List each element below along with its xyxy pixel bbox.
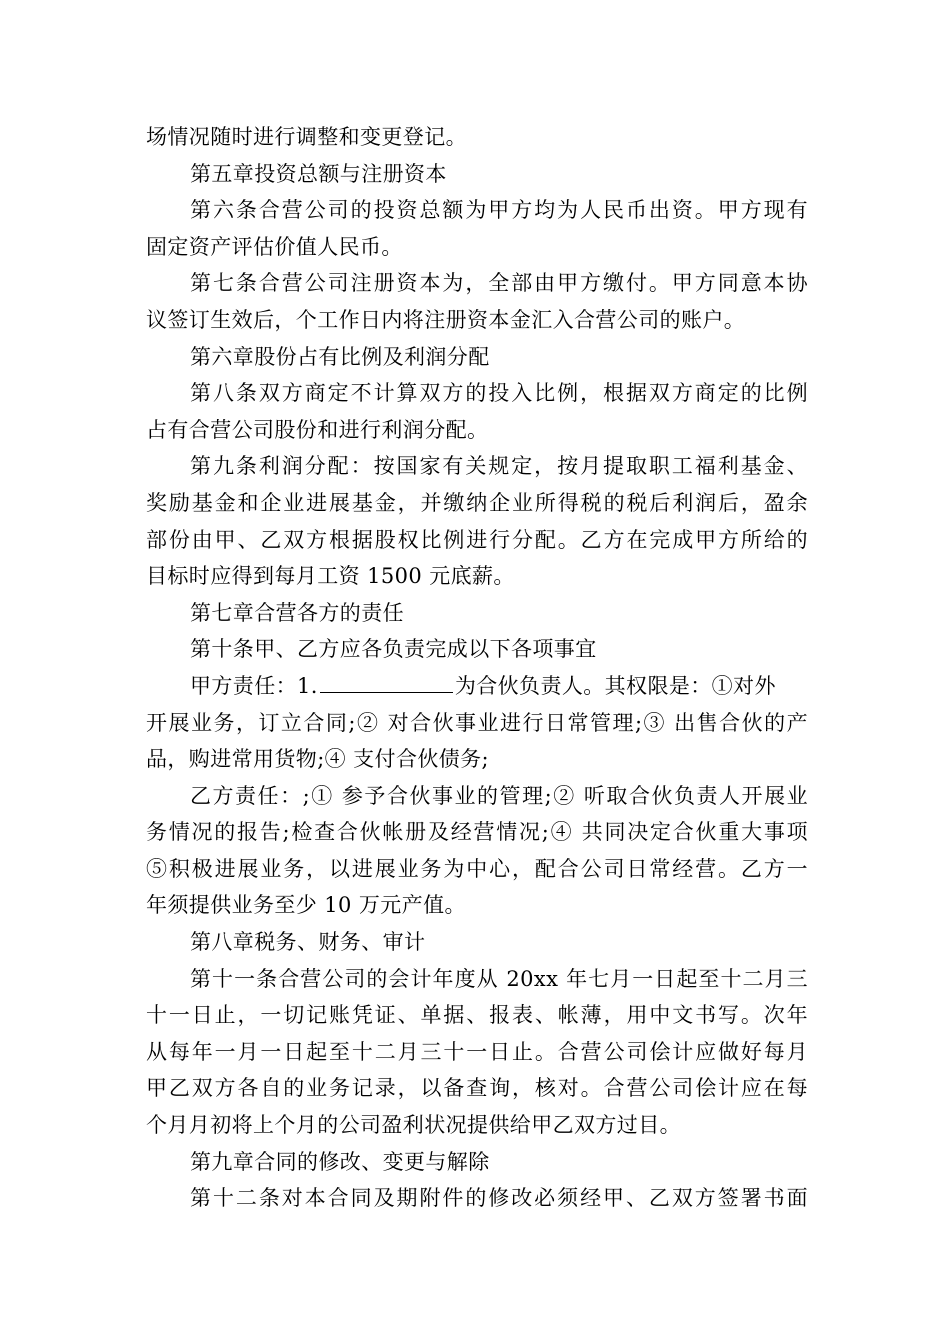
paragraph-line: 甲乙双方各自的业务记录，以备查询，核对。合营公司侩计应在每 <box>146 1076 808 1101</box>
paragraph-line: 第九条利润分配：按国家有关规定，按月提取职工福利基金、 <box>190 454 808 479</box>
paragraph-line: 第十条甲、乙方应各负责完成以下各项事宜 <box>190 637 597 662</box>
paragraph-line: 占有合营公司股份和进行利润分配。 <box>146 417 489 442</box>
party-a-responsibility-line <box>146 668 808 705</box>
paragraph-line: 年须提供业务至少 10 万元产值。 <box>146 893 466 918</box>
paragraph-line: 个月月初将上个月的公司盈利状况提供给甲乙双方过目。 <box>146 1113 681 1138</box>
paragraph-line: 议签订生效后，个工作日内将注册资本金汇入合营公司的账户。 <box>146 307 746 332</box>
party-a-authority-text: 为合伙负责人。其权限是：①对外 <box>454 673 776 698</box>
paragraph-line: 目标时应得到每月工资 1500 元底薪。 <box>146 564 515 589</box>
paragraph-line: 品，购进常用货物;④ 支付合伙债务; <box>146 747 490 772</box>
paragraph-line: 固定资产评估价值人民币。 <box>146 234 403 259</box>
paragraph-line: 第十二条对本合同及期附件的修改必须经甲、乙双方签署书面 <box>190 1186 808 1211</box>
paragraph-line: 第八条双方商定不计算双方的投入比例，根据双方商定的比例 <box>190 381 808 406</box>
document-body <box>146 119 808 1217</box>
chapter-heading: 第六章股份占有比例及利润分配 <box>190 344 490 369</box>
paragraph-line: 第十一条合营公司的会计年度从 20xx 年七月一日起至十二月三 <box>190 966 808 991</box>
paragraph-line: 十一日止，一切记账凭证、单据、报表、帐薄，用中文书写。次年 <box>146 1003 808 1028</box>
chapter-heading: 第五章投资总额与注册资本 <box>190 161 447 186</box>
paragraph-line: 开展业务，订立合同;② 对合伙事业进行日常管理;③ 出售合伙的产 <box>146 710 808 735</box>
paragraph-line: 第六条合营公司的投资总额为甲方均为人民币出资。甲方现有 <box>190 198 808 223</box>
chapter-heading: 第八章税务、财务、审计 <box>190 930 426 955</box>
paragraph-line: 乙方责任：;① 参予合伙事业的管理;② 听取合伙负责人开展业 <box>190 783 808 808</box>
paragraph-line: 第七条合营公司注册资本为，全部由甲方缴付。甲方同意本协 <box>190 271 808 296</box>
party-a-label: 甲方责任：1. <box>190 673 318 698</box>
paragraph-line: 部份由甲、乙双方根据股权比例进行分配。乙方在完成甲方所给的 <box>146 527 808 552</box>
chapter-heading: 第七章合营各方的责任 <box>190 600 404 625</box>
paragraph-line: ⑤积极进展业务，以进展业务为中心，配合公司日常经营。乙方一 <box>146 856 808 881</box>
chapter-heading: 第九章合同的修改、变更与解除 <box>190 1149 490 1174</box>
paragraph-line: 务情况的报告;检查合伙帐册及经营情况;④ 共同决定合伙重大事项 <box>146 820 808 845</box>
paragraph-line: 从每年一月一日起至十二月三十一日止。合营公司侩计应做好每月 <box>146 1039 808 1064</box>
paragraph-line: 奖励基金和企业进展基金，并缴纳企业所得税的税后利润后，盈余 <box>146 490 808 515</box>
responsible-person-blank <box>320 670 453 693</box>
paragraph-line: 场情况随时进行调整和变更登记。 <box>146 125 467 149</box>
